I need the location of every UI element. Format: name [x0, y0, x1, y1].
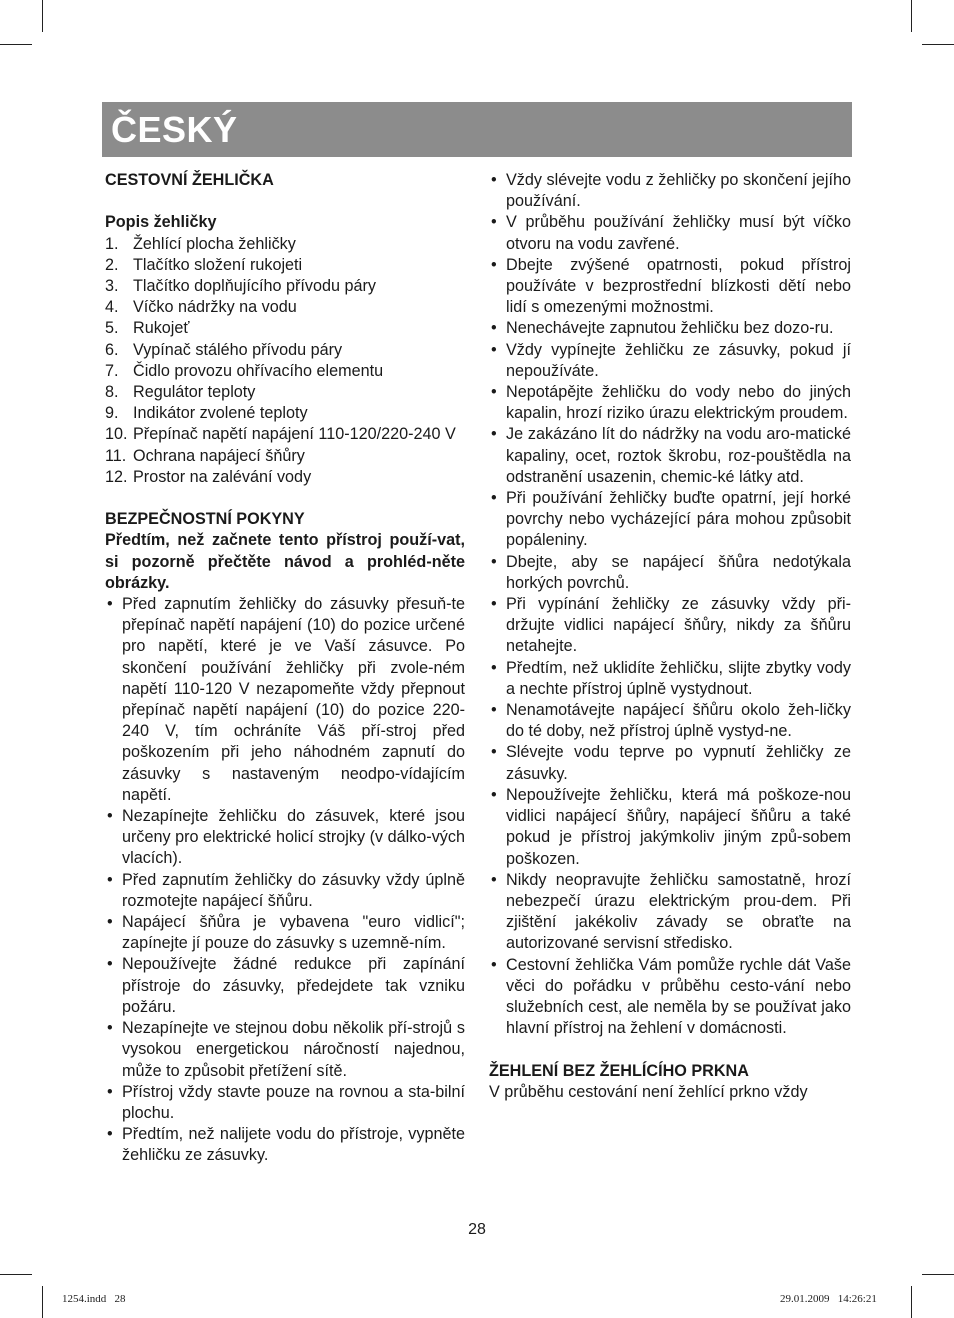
part-label: Tlačítko složení rukojeti [133, 255, 303, 274]
bullet-item [105, 594, 465, 806]
bullet-icon: • [491, 870, 497, 889]
bullet-icon: • [491, 383, 497, 402]
bullet-text: Je zakázáno lít do nádržky na vodu aro-matické kapaliny, ocet, roztok škrobu, roz-pouštědla na odstranění usazenin, chemic-ké látky atd. [506, 425, 851, 486]
bullet-text: Napájecí šňůra je vybavena "euro vidlicí"; zapínejte jí pouze do zásuvky s uzemně-ním. [122, 913, 465, 953]
print-timestamp: 29.01.2009 14:26:21 [780, 1293, 877, 1305]
safety-intro: Předtím, než začnete tento přístroj použí-vat, si pozorně přečtěte návod a prohléd-něte obrázky. [105, 531, 465, 592]
left-column [105, 170, 465, 1167]
bullet-text: Dbejte zvýšené opatrnosti, pokud přístroj používáte v bezprostřední blízkosti dětí nebo lidí s omezenými možnostmi. [506, 255, 851, 317]
part-number: 6. [105, 340, 119, 359]
bullet-icon: • [491, 340, 497, 359]
bullet-text: Vždy vypínejte žehličku ze zásuvky, pokud jí nepoužíváte. [506, 340, 851, 380]
crop-mark [911, 1286, 912, 1318]
page-number: 28 [468, 1221, 486, 1238]
crop-mark [42, 0, 43, 32]
part-number: 8. [105, 383, 119, 402]
part-label: Žehlící plocha žehličky [133, 234, 296, 253]
part-item [105, 467, 465, 488]
bullet-text: Předtím, než nalijete vodu do přístroje, vypněte žehličku ze zásuvky. [122, 1125, 465, 1165]
bullet-text: Nezapínejte žehličku do zásuvek, které jsou určeny pro elektrické holicí strojky (v dálko-vých vlacích). [122, 807, 465, 868]
part-number: 12. [105, 467, 128, 486]
bullet-item [105, 1082, 465, 1124]
bullet-icon: • [107, 1125, 113, 1144]
bullet-item [489, 212, 851, 254]
part-item [105, 403, 465, 424]
part-label: Indikátor zvolené teploty [133, 404, 308, 423]
bullet-text: V průběhu používání žehličky musí být víčko otvoru na vodu zavřené. [506, 213, 851, 253]
crop-mark [0, 1274, 32, 1275]
parts-list [105, 234, 465, 488]
bullet-text: Cestovní žehlička Vám pomůže rychle dát Vaše věci do pořádku v průběhu cesto-vání nebo služebních cest, ale neměla by se používat jako hlavní přístroj na žehlení v domácnosti. [506, 955, 851, 1038]
bullet-item [489, 318, 851, 339]
bullet-text: Při používání žehličky buďte opatrní, její horké povrchy nebo vycházející pára mohou způsobit popáleniny. [506, 489, 851, 550]
right-column [489, 170, 851, 1103]
bullet-icon: • [491, 171, 497, 189]
bullet-icon: • [107, 870, 113, 889]
part-item [105, 382, 465, 403]
safety-bullets-right [489, 170, 851, 1039]
part-item [105, 276, 465, 297]
bullet-icon: • [491, 955, 497, 974]
bullet-icon: • [491, 785, 497, 804]
part-number: 1. [105, 234, 119, 253]
ironing-text: V průběhu cestování není žehlící prkno vždy [489, 1082, 808, 1101]
bullet-icon: • [491, 552, 497, 571]
ironing-heading: ŽEHLENÍ BEZ ŽEHLÍCÍHO PRKNA [489, 1061, 749, 1080]
bullet-icon: • [107, 1019, 113, 1038]
crop-mark [0, 44, 32, 45]
bullet-text: Nikdy neopravujte žehličku samostatně, hrozí nebezpečí úrazu elektrickým prou-dem. Při zjištění jakékoliv závady se obraťte na autorizované servisní středisko. [506, 870, 851, 953]
bullet-icon: • [491, 595, 497, 614]
bullet-icon: • [491, 489, 497, 508]
language-header-bar [102, 102, 852, 157]
description-heading: Popis žehličky [105, 213, 217, 232]
bullet-item [489, 340, 851, 382]
bullet-text: Před zapnutím žehličky do zásuvky vždy úplně rozmotejte napájecí šňůru. [122, 870, 465, 910]
bullet-item [489, 870, 851, 955]
bullet-item [489, 658, 851, 700]
part-label: Ochrana napájecí šňůry [133, 446, 305, 465]
bullet-icon: • [107, 955, 113, 974]
crop-mark [922, 44, 954, 45]
bullet-text: Vždy slévejte vodu z žehličky po skončení jejího používání. [506, 171, 851, 211]
bullet-item [105, 1124, 465, 1166]
safety-bullets-left [105, 594, 465, 1166]
bullet-text: Nenamotávejte napájecí šňůru okolo žeh-ličky do té doby, než přístroj úplně vystyd-ne. [506, 701, 851, 741]
bullet-text: Slévejte vodu teprve po vypnutí žehličky ze zásuvky. [506, 743, 851, 783]
crop-mark [42, 1286, 43, 1318]
product-title: CESTOVNÍ ŽEHLIČKA [105, 171, 274, 189]
bullet-icon: • [491, 213, 497, 232]
bullet-icon: • [491, 743, 497, 762]
bullet-icon: • [491, 701, 497, 720]
part-item [105, 297, 465, 318]
bullet-item [105, 1018, 465, 1082]
crop-mark [911, 0, 912, 32]
bullet-text: Nenechávejte zapnutou žehličku bez dozo-ru. [506, 319, 834, 338]
bullet-icon: • [491, 255, 497, 274]
bullet-item [489, 552, 851, 594]
file-reference: 1254.indd 28 [62, 1293, 126, 1305]
bullet-item [105, 912, 465, 954]
bullet-text: Nepoužívejte žádné redukce při zapínání přístroje do zásuvky, předejdete tak vzniku požáru. [122, 955, 465, 1016]
part-item [105, 340, 465, 361]
part-number: 2. [105, 255, 119, 274]
bullet-text: Nepotápějte žehličku do vody nebo do jiných kapalin, hrozí riziko úrazu elektrickým proudem. [506, 383, 851, 423]
bullet-text: Při vypínání žehličky ze zásuvky vždy při-držujte vidlici napájecí šňůry, nikdy za šňůru netahejte. [506, 595, 851, 656]
part-label: Regulátor teploty [133, 383, 256, 402]
bullet-icon: • [491, 425, 497, 444]
bullet-text: Před zapnutím žehličky do zásuvky přesuň-te přepínač napětí napájení (10) do pozice určené pro napětí, které je ve Vaší zásuvce. Po skončení používání žehličky při zvole-ném napětí 110-120 V nezapomeňte vždy přepnout přepínač napětí napájení (10) do pozice 220-240 V, tím ochráníte Váš pří-stroj před poškozením při jeho náhodném zapnutí do zásuvky s nastaveným neodpo-vídajícím napětí. [122, 595, 465, 804]
part-number: 7. [105, 361, 119, 380]
bullet-item [489, 742, 851, 784]
bullet-text: Nezapínejte ve stejnou dobu několik pří-strojů s vysokou energetickou náročností najednou, může to způsobit přetížení sítě. [122, 1019, 465, 1080]
bullet-icon: • [107, 1082, 113, 1101]
bullet-item [105, 806, 465, 870]
part-item [105, 446, 465, 467]
bullet-icon: • [107, 807, 113, 826]
part-number: 11. [105, 446, 127, 465]
bullet-text: Předtím, než uklidíte žehličku, slijte zbytky vody a nechte přístroj úplně vystydnout. [506, 658, 851, 698]
crop-mark [922, 1274, 954, 1275]
bullet-icon: • [107, 595, 113, 614]
part-item [105, 361, 465, 382]
bullet-text: Přístroj vždy stavte pouze na rovnou a sta-bilní plochu. [122, 1082, 465, 1122]
bullet-text: Nepoužívejte žehličku, která má poškoze-nou vidlici napájecí šňůry, napájecí šňůru a také pokud je přístroj jakýmkoliv jiným způ-sobem poškozen. [506, 785, 851, 868]
part-item [105, 318, 465, 339]
language-title: ČESKÝ [111, 109, 238, 150]
part-item [105, 424, 465, 445]
bullet-item [105, 870, 465, 912]
bullet-item [489, 255, 851, 319]
bullet-item [489, 955, 851, 1040]
part-label: Rukojeť [133, 319, 190, 338]
bullet-text: Dbejte, aby se napájecí šňůra nedotýkala horkých povrchů. [506, 552, 851, 592]
bullet-icon: • [491, 319, 497, 338]
bullet-item [105, 954, 465, 1018]
bullet-item [489, 488, 851, 552]
bullet-item [489, 382, 851, 424]
bullet-item [489, 785, 851, 870]
part-number: 5. [105, 319, 119, 338]
bullet-icon: • [107, 913, 113, 932]
bullet-item [489, 424, 851, 488]
part-number: 9. [105, 404, 119, 423]
part-label: Čidlo provozu ohřívacího elementu [133, 361, 384, 380]
part-label: Prostor na zalévání vody [133, 467, 312, 486]
bullet-icon: • [491, 658, 497, 677]
part-number: 4. [105, 298, 119, 317]
safety-heading: BEZPEČNOSTNÍ POKYNY [105, 510, 305, 529]
part-item [105, 255, 465, 276]
part-number: 3. [105, 277, 119, 295]
part-number: 10. [105, 425, 128, 444]
bullet-item [489, 594, 851, 658]
part-label: Vypínač stálého přívodu páry [133, 340, 343, 359]
part-label: Víčko nádržky na vodu [133, 298, 297, 317]
part-label: Tlačítko doplňujícího přívodu páry [133, 277, 376, 295]
bullet-item [489, 700, 851, 742]
part-item [105, 234, 465, 255]
bullet-item [489, 170, 851, 212]
part-label: Přepínač napětí napájení 110-120/220-240 V [133, 425, 456, 444]
